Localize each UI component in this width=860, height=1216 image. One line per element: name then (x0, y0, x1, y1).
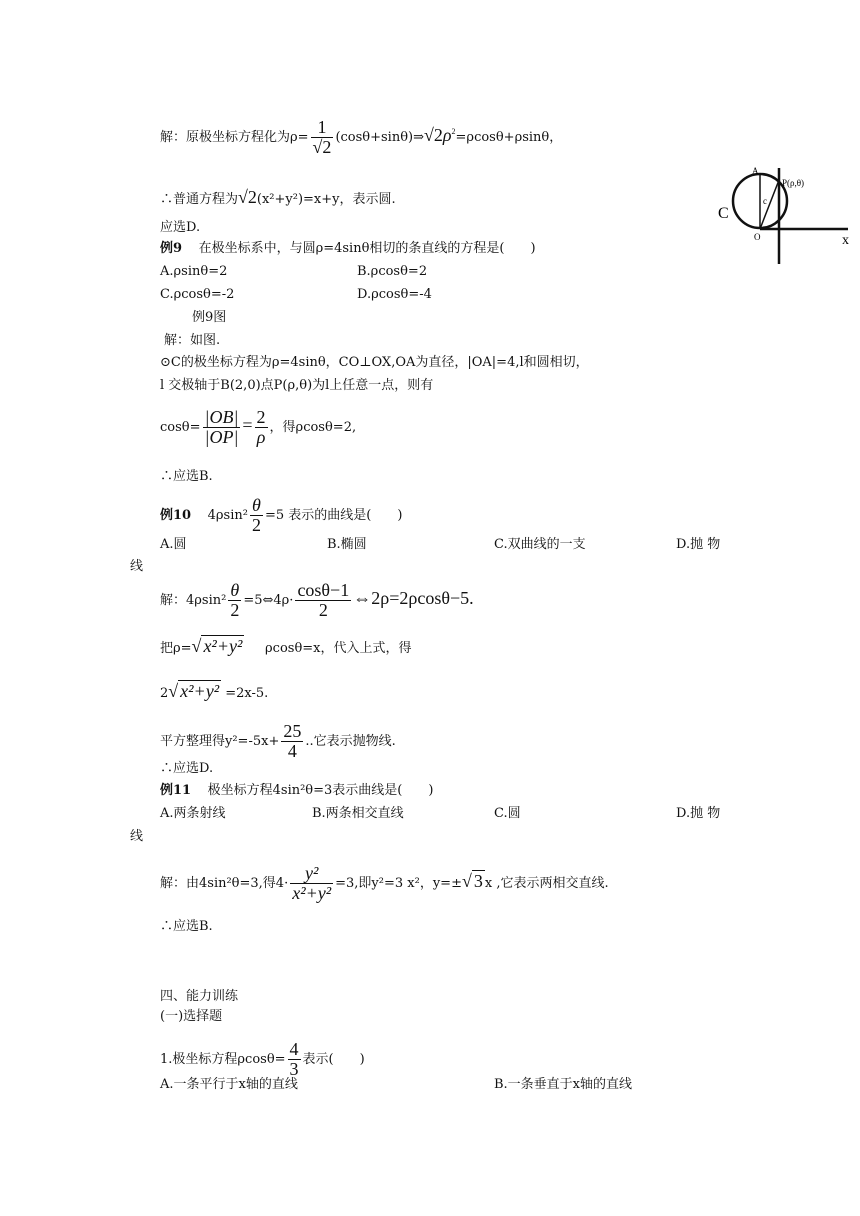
option-d: D.ρcosθ=-4 (357, 287, 432, 302)
option-d: D.抛 物 (676, 537, 721, 552)
equation-line: 2√ x²+y² =2x-5. (160, 681, 269, 701)
label-O: O (754, 232, 761, 242)
general-equation-line: ∴普通方程为√2(x²+y²)=x+y，表示圆. (160, 187, 396, 207)
solution-line-2: l 交极轴于B(2,0)点P(ρ,θ)为l上任意一点，则有 (160, 378, 434, 393)
label-A: A (752, 166, 759, 176)
fraction-cos-minus-1: $\frac{\cos\theta-1}{2}$ (297, 580, 350, 620)
fraction-25-4: $\frac{25}{4}$ (283, 721, 302, 761)
option-c: C.圆 (494, 806, 521, 821)
option-a: A.圆 (160, 537, 187, 552)
option-d: D.抛 物 (676, 806, 721, 821)
answer-line: ∴应选D. (160, 761, 214, 776)
label-x: x (842, 233, 849, 248)
sqrt-expression: √ x²+y² (168, 681, 220, 701)
fraction-4-3: $\frac{4}{3}$ (289, 1039, 299, 1079)
squared-line: 平方整理得y²=-5x+ $\frac{25}{4}$ ..它表示抛物线. (160, 721, 396, 761)
option-b: B.椭圆 (327, 537, 367, 552)
wrapped-text: 线 (130, 559, 144, 574)
example-11-solution: 解：由4sin²θ=3,得4· $\frac{\text{y²}}{\text{x²+y²}}$ =3,即y²=3 x²，y=±√ 3 x ,它表示两相交直线. (160, 863, 609, 903)
example-10-solution: 解：4ρsin² $\frac{\theta}{2}$ =5⇔4ρ· $\frac{\cos\theta-1}{2}$ ⇔2ρ=2ρcosθ−5. (160, 580, 474, 620)
label-c: c (763, 196, 767, 206)
option-a: A.一条平行于x轴的直线 (160, 1077, 298, 1092)
fraction-ob-op: $\frac{|OB|}{|OP|}$ (204, 407, 239, 447)
option-b: B.两条相交直线 (312, 806, 404, 821)
option-b: B.一条垂直于x轴的直线 (494, 1077, 633, 1092)
sqrt2-rho-squared: $√2\rho^2$ (424, 124, 456, 145)
question-1: 1.极坐标方程ρcosθ= $\frac{4}{3}$ 表示( ) (160, 1039, 365, 1079)
option-a: A.两条射线 (160, 806, 226, 821)
solution-line-1: ⊙C的极坐标方程为ρ=4sinθ，CO⊥OX,OA为直径，|OA|=4,l和圆相切， (160, 355, 589, 370)
fraction: $\frac{1}{√2}$ (312, 117, 332, 157)
label-C: C (718, 205, 729, 222)
example-11-question: 例11 极坐标方程4sin²θ=3表示曲线是( ) (160, 783, 434, 798)
answer-line: ∴应选B. (160, 469, 213, 484)
wrapped-text: 线 (130, 829, 144, 844)
solution-intro: 解：如图. (164, 333, 221, 348)
sqrt-expression: √ x²+y² (191, 636, 243, 656)
sqrt-3: √ 3 (461, 870, 483, 891)
answer-line: 应选D. (160, 220, 201, 235)
solution-line: 解：原极坐标方程化为ρ= $\frac{1}{√2}$ $(\cos\theta+\sin\theta)\Rightarrow√2\rho^2=\rho\cos\theta+\rho\sin\theta$， (160, 117, 563, 157)
option-b: B.ρcosθ=2 (357, 264, 428, 279)
substitution-line: 把ρ=√ x²+y² ρcosθ=x，代入上式，得 (160, 636, 412, 656)
example-10-question: 例10 4ρsin² $\frac{\theta}{2}$ =5 表示的曲线是( ) (160, 495, 403, 535)
fraction-2-rho: $\frac{2}{\rho}$ (256, 407, 266, 447)
example-9-question: 例9 在极坐标系中，与圆ρ=4sinθ相切的条直线的方程是( ) (160, 241, 536, 256)
fraction-y2-over-x2y2: $\frac{\text{y²}}{\text{x²+y²}}$ (292, 863, 332, 903)
polar-figure (718, 166, 858, 266)
fraction-theta-2: $\frac{\theta}{2}$ (230, 580, 240, 620)
section-title: 四、能力训练 (160, 989, 239, 1004)
cos-equation: cosθ= $\frac{|OB|}{|OP|}$ = $\frac{2}{\rho}$ ，得ρcosθ=2, (160, 407, 357, 447)
fraction-theta-2: $\frac{\theta}{2}$ (251, 495, 261, 535)
figure-caption: 例9图 (192, 310, 227, 325)
option-c: C.ρcosθ=-2 (160, 287, 235, 302)
option-c: C.双曲线的一支 (494, 537, 586, 552)
option-a: A.ρsinθ=2 (160, 264, 228, 279)
answer-line: ∴应选B. (160, 919, 213, 934)
label-P: P(ρ,θ) (782, 178, 805, 188)
section-subtitle: (一)选择题 (160, 1009, 223, 1024)
